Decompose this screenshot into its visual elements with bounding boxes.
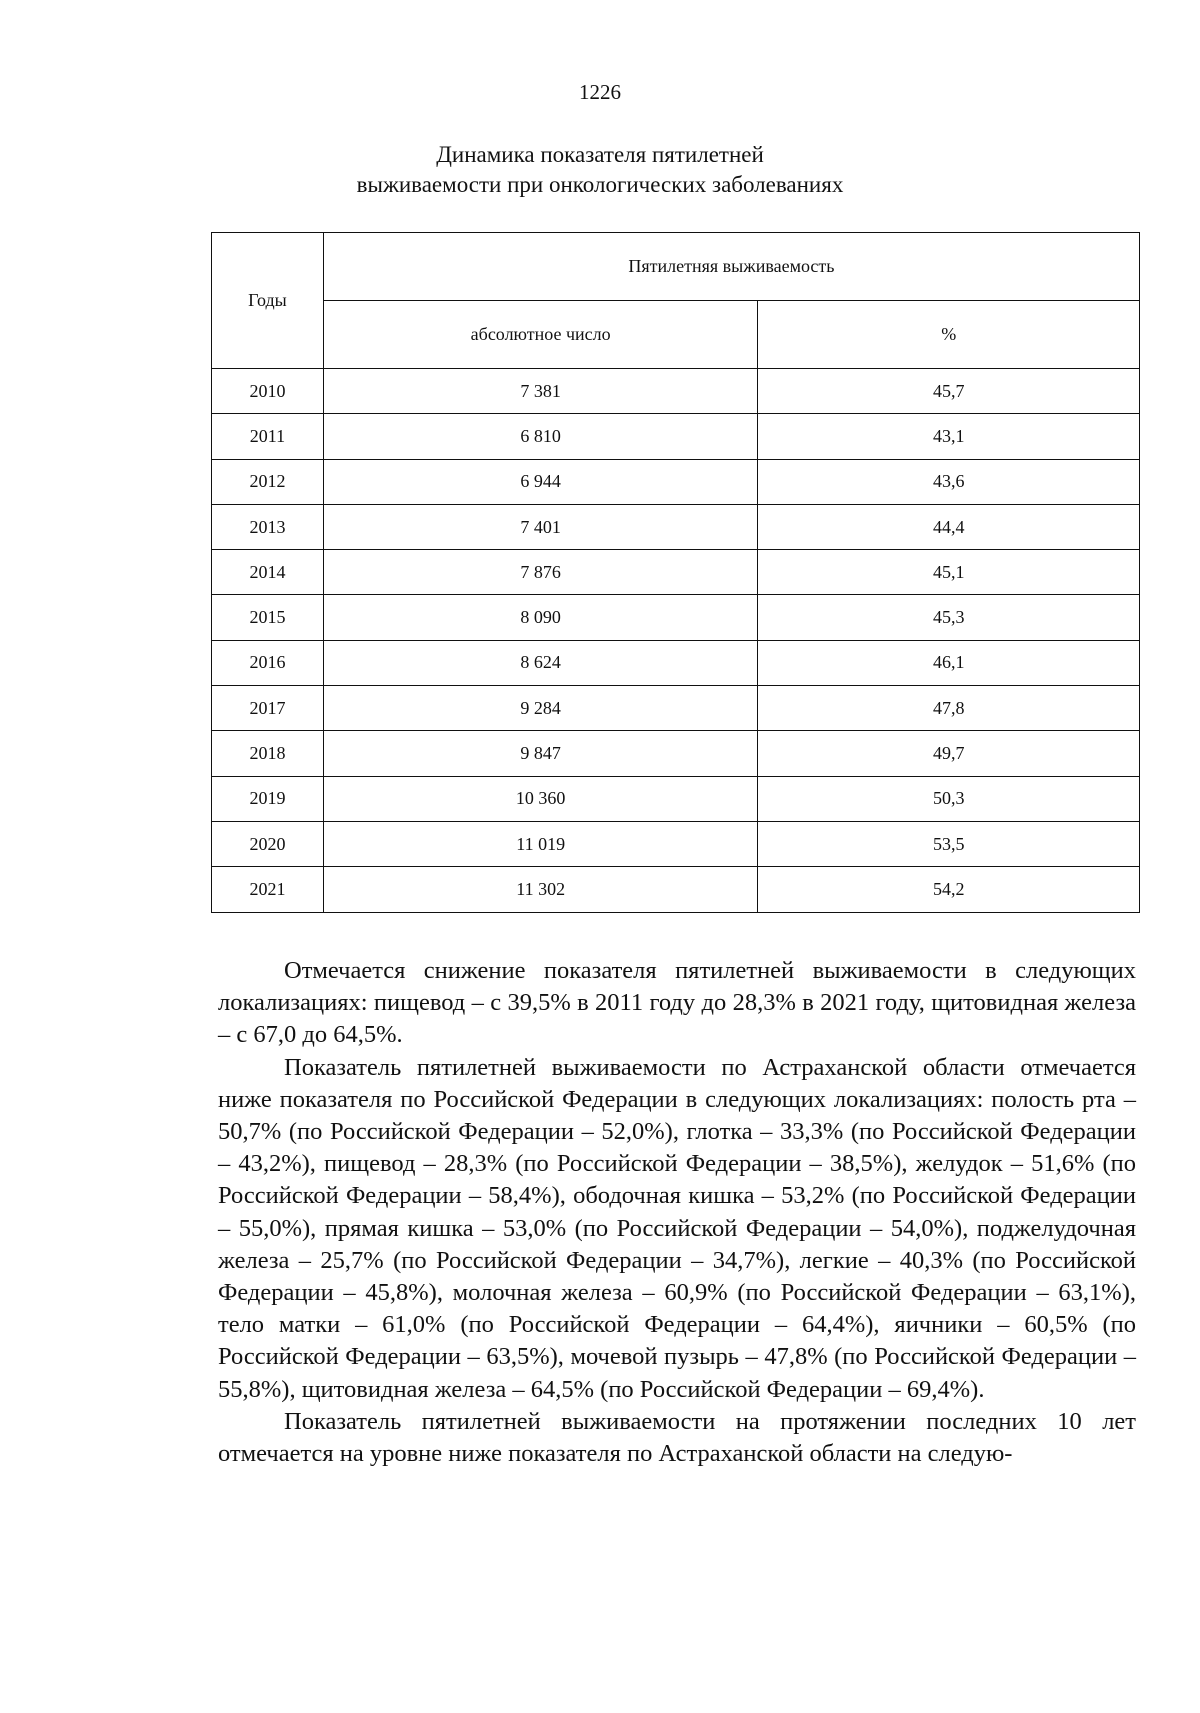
cell-percent: 47,8 xyxy=(758,686,1140,731)
cell-percent: 45,3 xyxy=(758,595,1140,640)
cell-absolute: 9 847 xyxy=(323,731,758,776)
cell-absolute: 7 876 xyxy=(323,550,758,595)
cell-year: 2010 xyxy=(212,369,324,414)
table-row xyxy=(212,686,1140,731)
header-survival-group: Пятилетняя выживаемость xyxy=(323,233,1139,301)
paragraph-1: Отмечается снижение показателя пятилетней выживаемости в следующих локализациях: пищевод – с 39,5% в 2011 году до 28,3% в 2021 году, щитовидная железа – с 67,0 до 64,5%. xyxy=(218,957,1136,1049)
table-row xyxy=(212,776,1140,821)
table-row xyxy=(212,821,1140,866)
cell-percent: 43,6 xyxy=(758,459,1140,504)
cell-absolute: 6 944 xyxy=(323,459,758,504)
table-row xyxy=(212,504,1140,549)
cell-percent: 49,7 xyxy=(758,731,1140,776)
body-text xyxy=(218,955,1136,1470)
cell-year: 2019 xyxy=(212,776,324,821)
paragraph-2: Показатель пятилетней выживаемости по Астраханской области отмечается ниже показателя по Российской Федерации в следующих локализациях: полость рта – 50,7% (по Российской Федерации – 52,0%), глотка – 33,3% (по Российской Федерации – 43,2%), пищевод – 28,3% (по Российской Федерации – 38,5%), желудок – 51,6% (по Российской Федерации – 58,4%), ободочная кишка – 53,2% (по Российской Федерации – 55,0%), прямая кишка – 53,0% (по Российской Федерации – 54,0%), поджелудочная железа – 25,7% (по Российской Федерации – 34,7%), легкие – 40,3% (по Российской Федерации – 45,8%), молочная железа – 60,9% (по Российской Федерации – 63,1%), тело матки – 61,0% (по Российской Федерации – 64,4%), яичники – 60,5% (по Российской Федерации – 63,5%), мочевой пузырь – 47,8% (по Российской Федерации – 55,8%), щитовидная железа – 64,5% (по Российской Федерации – 69,4%). xyxy=(218,1053,1136,1403)
cell-percent: 46,1 xyxy=(758,640,1140,685)
table-row xyxy=(212,640,1140,685)
cell-percent: 54,2 xyxy=(758,867,1140,912)
header-years: Годы xyxy=(212,233,324,369)
title-line-2: выживаемости при онкологических заболеваниях xyxy=(356,172,844,197)
table-row xyxy=(212,459,1140,504)
cell-percent: 45,7 xyxy=(758,369,1140,414)
cell-percent: 45,1 xyxy=(758,550,1140,595)
cell-absolute: 9 284 xyxy=(323,686,758,731)
cell-absolute: 7 381 xyxy=(323,369,758,414)
table-row xyxy=(212,595,1140,640)
cell-absolute: 10 360 xyxy=(323,776,758,821)
page-title xyxy=(0,140,1200,200)
cell-year: 2020 xyxy=(212,821,324,866)
cell-absolute: 8 090 xyxy=(323,595,758,640)
cell-year: 2014 xyxy=(212,550,324,595)
cell-percent: 53,5 xyxy=(758,821,1140,866)
cell-year: 2015 xyxy=(212,595,324,640)
table-body xyxy=(212,369,1140,913)
table-row xyxy=(212,867,1140,912)
cell-absolute: 11 302 xyxy=(323,867,758,912)
cell-percent: 44,4 xyxy=(758,504,1140,549)
cell-percent: 50,3 xyxy=(758,776,1140,821)
cell-year: 2021 xyxy=(212,867,324,912)
table-row xyxy=(212,731,1140,776)
cell-percent: 43,1 xyxy=(758,414,1140,459)
cell-year: 2016 xyxy=(212,640,324,685)
title-line-1: Динамика показателя пятилетней xyxy=(436,142,764,167)
cell-year: 2012 xyxy=(212,459,324,504)
header-percent: % xyxy=(758,301,1140,369)
cell-year: 2011 xyxy=(212,414,324,459)
table-row xyxy=(212,550,1140,595)
table-row xyxy=(212,414,1140,459)
cell-absolute: 8 624 xyxy=(323,640,758,685)
header-absolute: абсолютное число xyxy=(323,301,758,369)
cell-year: 2013 xyxy=(212,504,324,549)
cell-year: 2018 xyxy=(212,731,324,776)
page-number: 1226 xyxy=(579,80,621,104)
survival-table xyxy=(211,232,1140,913)
cell-absolute: 6 810 xyxy=(323,414,758,459)
table-row xyxy=(212,369,1140,414)
paragraph-3: Показатель пятилетней выживаемости на протяжении последних 10 лет отмечается на уровне ниже показателя по Астраханской области на следую- xyxy=(218,1407,1136,1468)
cell-year: 2017 xyxy=(212,686,324,731)
cell-absolute: 7 401 xyxy=(323,504,758,549)
cell-absolute: 11 019 xyxy=(323,821,758,866)
